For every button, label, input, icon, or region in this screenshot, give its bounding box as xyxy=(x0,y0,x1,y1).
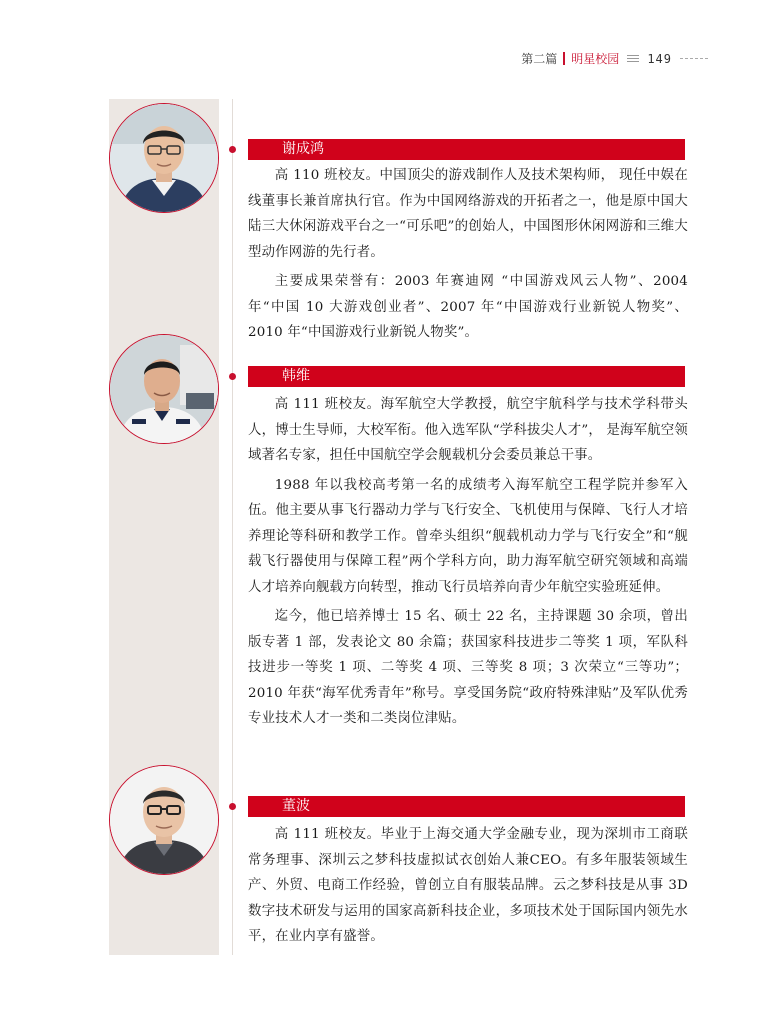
profile-marker-dot xyxy=(229,373,236,380)
header-dotted-rule xyxy=(680,58,708,59)
side-rule xyxy=(232,99,233,955)
header-ornament xyxy=(627,55,639,62)
bio-paragraph: 迄今，他已培养博士 15 名、硕士 22 名，主持课题 30 余项，曾出版专著 1 部，发表论文 80 余篇；获国家科技进步二等奖 1 项，军队科技进步一等奖 1 项、二等奖 4 项、三等奖 8 项；3 次荣立“三等功”；2010 年获“海军优秀青年”称号。享受国务院“政府特殊津贴”及军队优秀专业技术人才一类和二类岗位津贴。 xyxy=(248,609,688,726)
profile-marker-dot xyxy=(229,803,236,810)
profile-bio xyxy=(248,392,688,736)
running-header xyxy=(521,50,708,67)
bio-paragraph: 高 111 班校友。海军航空大学教授，航空宇航科学与技术学科带头人，博士生导师，大校军衔。他入选军队“学科拔尖人才”， 是海军航空领域著名专家，担任中国航空学会舰载机分会委员兼总干事。 xyxy=(248,397,688,463)
name-bar xyxy=(248,366,685,387)
profile-photo xyxy=(109,103,219,213)
bio-paragraph: 1988 年以我校高考第一名的成绩考入海军航空工程学院并参军入伍。他主要从事飞行器动力学与飞行安全、飞机使用与保障、飞行人才培养理论等科研和教学工作。曾牵头组织“舰载机动力学与飞行安全”和“舰载飞行器使用与保障工程”两个学科方向，助力海军航空研究领域和高端人才培养向舰载方向转型，推动飞行员培养向青少年航空实验班延伸。 xyxy=(248,477,688,595)
profile-photo xyxy=(109,765,219,875)
profile-name: 韩维 xyxy=(282,368,310,384)
section-title: 明星校园 xyxy=(571,52,620,66)
header-divider xyxy=(563,52,565,65)
profile-bio xyxy=(248,163,688,350)
part-title: 第二篇 xyxy=(521,52,558,66)
page-number: 149 xyxy=(647,51,672,66)
profile-bio xyxy=(248,822,688,954)
bio-paragraph: 高 111 班校友。毕业于上海交通大学金融专业，现为深圳市工商联常务理事、深圳云之梦科技虚拟试衣创始人兼CEO。有多年服装领域生产、外贸、电商工作经验，曾创立自有服装品牌。云之梦科技是从事 3D 数字技术研发与运用的国家高新科技企业，多项技术处于国际国内领先水平，在业内享有盛誉。 xyxy=(248,827,688,944)
profile-name: 谢成鸿 xyxy=(282,141,324,157)
profile-photo xyxy=(109,334,219,444)
bio-paragraph: 主要成果荣誉有：2003 年赛迪网 “中国游戏风云人物”、2004 年“中国 10 大游戏创业者”、2007 年“中国游戏行业新锐人物奖”、2010 年“中国游戏行业新锐人物奖”。 xyxy=(248,274,688,340)
name-bar xyxy=(248,796,685,817)
bio-paragraph: 高 110 班校友。中国顶尖的游戏制作人及技术架构师， 现任中娱在线董事长兼首席执行官。作为中国网络游戏的开拓者之一，他是原中国大陆三大休闲游戏平台之一“可乐吧”的创始人，中国图形休闲网游和三维大型动作网游的先行者。 xyxy=(248,168,688,260)
profile-name: 董波 xyxy=(282,798,310,814)
profile-marker-dot xyxy=(229,146,236,153)
